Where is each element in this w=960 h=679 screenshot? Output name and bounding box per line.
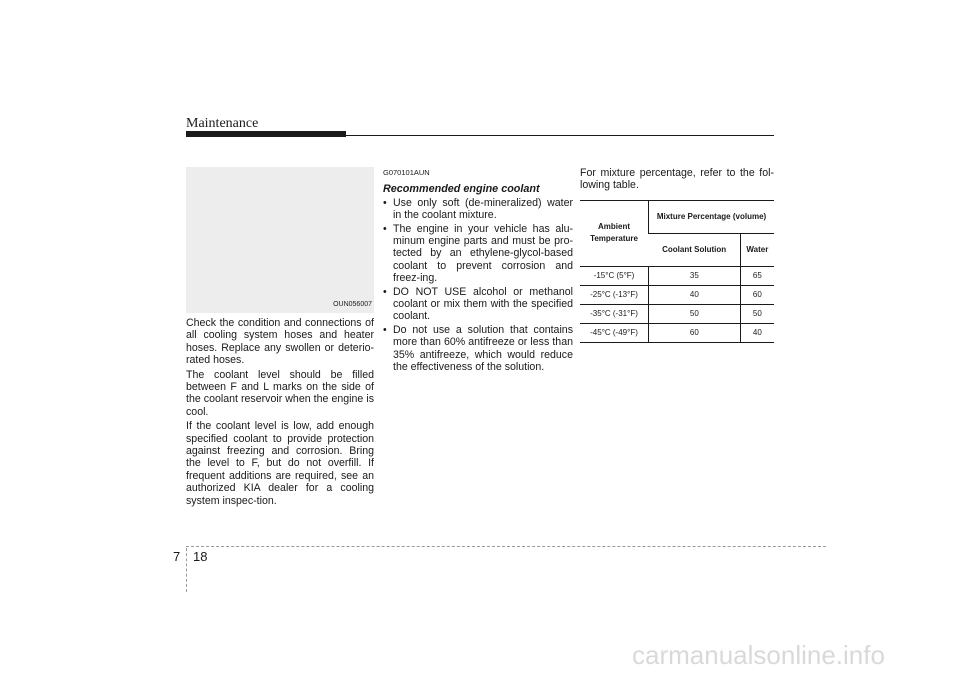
bullet-item: • Do not use a solution that contains more than 60% antifreeze or less than 35% antifreeze, which would reduce the effectiveness of the solution.	[383, 324, 573, 374]
header-rule-thick	[186, 131, 346, 137]
cell-temp: -45°C (-49°F)	[580, 323, 649, 342]
table-row	[580, 266, 774, 285]
left-text	[186, 317, 374, 507]
cell-temp: -15°C (5°F)	[580, 266, 649, 285]
table-header-coolant: Coolant Solution	[649, 233, 741, 266]
table-row	[580, 285, 774, 304]
footer-dashed-rule	[186, 546, 826, 547]
bullet-item: • DO NOT USE alcohol or methanol coolant or mix them with the specified coolant.	[383, 286, 573, 323]
paragraph: The coolant level should be filled between F and L marks on the side of the coolant reservoir when the engine is cool.	[186, 368, 374, 418]
cell-temp: -25°C (-13°F)	[580, 285, 649, 304]
section-title: Recommended engine coolant	[383, 183, 540, 196]
cell-coolant: 50	[649, 304, 741, 323]
chapter-number: 7	[173, 549, 181, 564]
figure-placeholder	[186, 167, 374, 313]
page-number: 18	[193, 549, 208, 564]
table-intro: For mixture percentage, refer to the fol-lowing table.	[580, 167, 774, 192]
bullet-list	[383, 197, 573, 374]
figure-code: OUN056007	[333, 300, 372, 308]
paragraph: If the coolant level is low, add enough specified coolant to provide protection against freezing and corrosion. Bring the level to F, but do not overfill. If frequent additions are required, see an authorized KIA dealer for a cooling system inspec-tion.	[186, 420, 374, 507]
mixture-table	[580, 200, 774, 343]
cell-coolant: 40	[649, 285, 741, 304]
table-header-ambient: Ambient Temperature	[580, 200, 649, 266]
table-header-mixture: Mixture Percentage (volume)	[649, 200, 775, 233]
middle-column	[383, 167, 573, 375]
header-rule-thin	[346, 135, 774, 136]
watermark: carmanualsonline.info	[632, 640, 885, 670]
footer-vertical-dashed-rule	[186, 548, 187, 592]
section-code: G070101AUN	[383, 168, 430, 177]
cell-water: 65	[740, 266, 774, 285]
bullet-item: • Use only soft (de-mineralized) water in the coolant mixture.	[383, 197, 573, 222]
table-row	[580, 323, 774, 342]
cell-coolant: 35	[649, 266, 741, 285]
cell-coolant: 60	[649, 323, 741, 342]
bullet-item: • The engine in your vehicle has alu-minum engine parts and must be pro-tected by an ethylene-glycol-based coolant to prevent corrosion and freez-ing.	[383, 223, 573, 285]
left-column	[186, 167, 374, 509]
paragraph: Check the condition and connections of all cooling system hoses and heater hoses. Replace any swollen or deterio-rated hoses.	[186, 317, 374, 367]
cell-water: 50	[740, 304, 774, 323]
cell-water: 60	[740, 285, 774, 304]
table-row	[580, 304, 774, 323]
page-header-title: Maintenance	[186, 116, 259, 131]
table-header-water: Water	[740, 233, 774, 266]
cell-water: 40	[740, 323, 774, 342]
right-column	[580, 167, 774, 343]
cell-temp: -35°C (-31°F)	[580, 304, 649, 323]
